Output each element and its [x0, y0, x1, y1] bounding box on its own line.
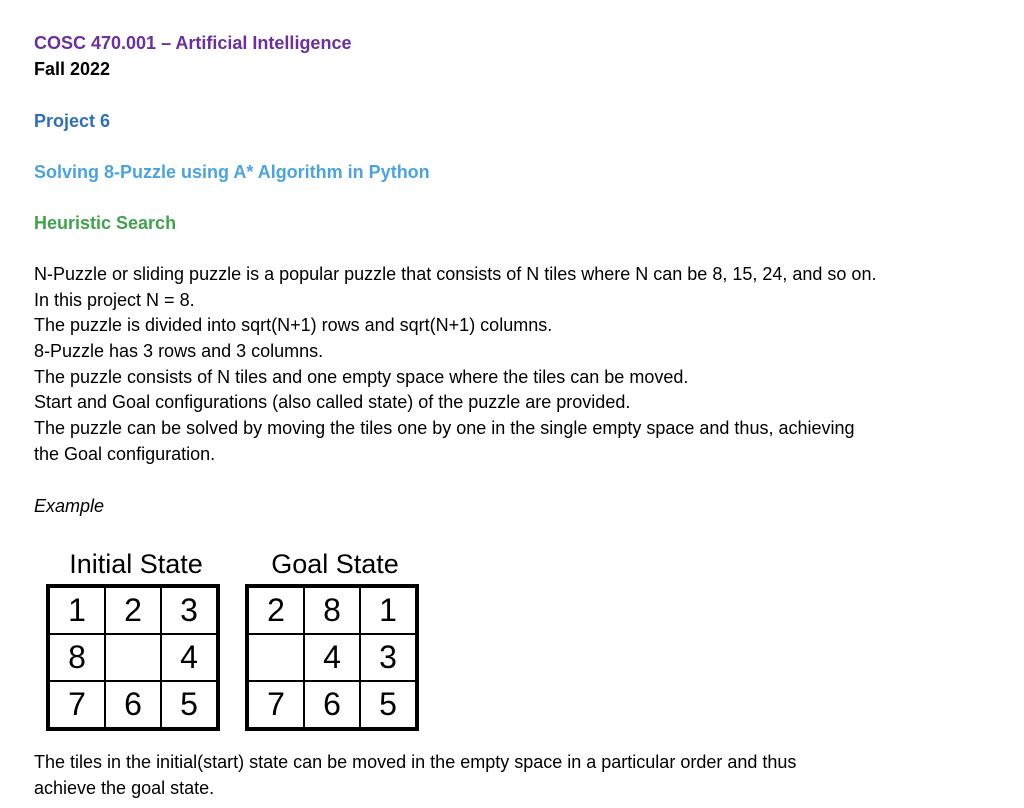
tile: 4: [304, 634, 360, 681]
intro-line: The puzzle consists of N tiles and one empty space where the tiles can be moved.: [34, 366, 689, 387]
example-label: Example: [34, 496, 105, 516]
tile: 1: [360, 587, 416, 634]
initial-state-grid: [46, 584, 220, 731]
closing-line: achieve the goal state.: [34, 777, 215, 798]
tile: 8: [49, 634, 105, 681]
intro-line: The puzzle is divided into sqrt(N+1) rows and sqrt(N+1) columns.: [34, 315, 553, 336]
tile: 1: [49, 587, 105, 634]
closing-line: The tiles in the initial(start) state can be moved in the empty space in a particular order and thus: [34, 752, 797, 772]
topic-heading: Solving 8-Puzzle using A* Algorithm in Python: [34, 162, 430, 182]
tile: 7: [49, 681, 105, 728]
intro-line: In this project N = 8.: [34, 289, 195, 310]
goal-state-grid: [245, 584, 419, 731]
empty-tile: [105, 634, 161, 681]
tile: 5: [161, 681, 217, 728]
intro-line: Start and Goal configurations (also called state) of the puzzle are provided.: [34, 392, 631, 413]
section-heading: Heuristic Search: [34, 213, 177, 233]
tile: 3: [360, 634, 416, 681]
intro-paragraph: [34, 262, 876, 468]
tile: 2: [105, 587, 161, 634]
initial-state-title: Initial State: [69, 549, 203, 579]
tile: 4: [161, 634, 217, 681]
tile: 5: [360, 681, 416, 728]
project-heading: Project 6: [34, 111, 111, 131]
tile: 2: [248, 587, 304, 634]
tile: 6: [105, 681, 161, 728]
intro-line: The puzzle can be solved by moving the tiles one by one in the single empty space and thus, achieving: [34, 418, 855, 439]
course-title: COSC 470.001 – Artificial Intelligence: [34, 33, 352, 53]
tile: 7: [248, 681, 304, 728]
goal-state-title: Goal State: [271, 549, 399, 579]
intro-line: the Goal configuration.: [34, 443, 216, 464]
intro-line: N-Puzzle or sliding puzzle is a popular puzzle that consists of N tiles where N can be 8, 15, 24, and so on.: [34, 264, 877, 284]
intro-line: 8-Puzzle has 3 rows and 3 columns.: [34, 341, 324, 362]
term-label: Fall 2022: [34, 59, 111, 79]
closing-paragraph: [34, 750, 796, 801]
tile: 3: [161, 587, 217, 634]
tile: 8: [304, 587, 360, 634]
empty-tile: [248, 634, 304, 681]
tile: 6: [304, 681, 360, 728]
